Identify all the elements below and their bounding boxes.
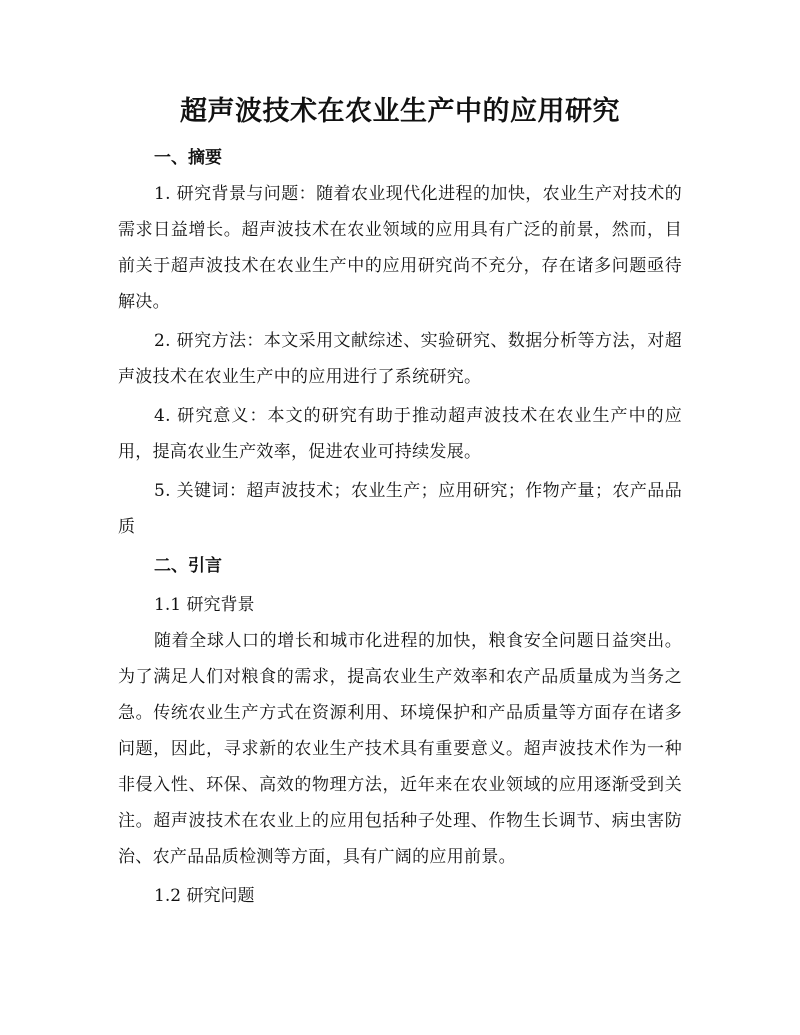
- subsection-heading-research-question: 1.2 研究问题: [154, 886, 255, 906]
- abstract-paragraph-significance: 4. 研究意义：本文的研究有助于推动超声波技术在农业生产中的应用，提高农业生产效率，促进农业可持续发展。: [118, 406, 682, 462]
- abstract-heading: 一、摘要: [154, 148, 222, 168]
- document-title: 超声波技术在农业生产中的应用研究: [180, 96, 620, 127]
- introduction-heading: 二、引言: [154, 556, 222, 576]
- abstract-paragraph-keywords: 5. 关键词：超声波技术；农业生产；应用研究；作物产量；农产品品质: [118, 481, 682, 537]
- introduction-paragraph-background: 随着全球人口的增长和城市化进程的加快，粮食安全问题日益突出。为了满足人们对粮食的需求，提高农业生产效率和农产品质量成为当务之急。传统农业生产方式在资源利用、环境保护和产品质量等方面存在诸多问题，因此，寻求新的农业生产技术具有重要意义。超声波技术作为一种非侵入性、环保、高效的物理方法，近年来在农业领域的应用逐渐受到关注。超声波技术在农业上的应用包括种子处理、作物生长调节、病虫害防治、农产品品质检测等方面，具有广阔的应用前景。: [118, 631, 682, 867]
- abstract-paragraph-background: 1. 研究背景与问题：随着农业现代化进程的加快，农业生产对技术的需求日益增长。超声波技术在农业领域的应用具有广泛的前景，然而，目前关于超声波技术在农业生产中的应用研究尚不充分，存在诸多问题亟待解决。: [118, 184, 682, 312]
- abstract-paragraph-methods: 2. 研究方法：本文采用文献综述、实验研究、数据分析等方法，对超声波技术在农业生产中的应用进行了系统研究。: [118, 331, 682, 387]
- subsection-heading-background: 1.1 研究背景: [154, 595, 255, 615]
